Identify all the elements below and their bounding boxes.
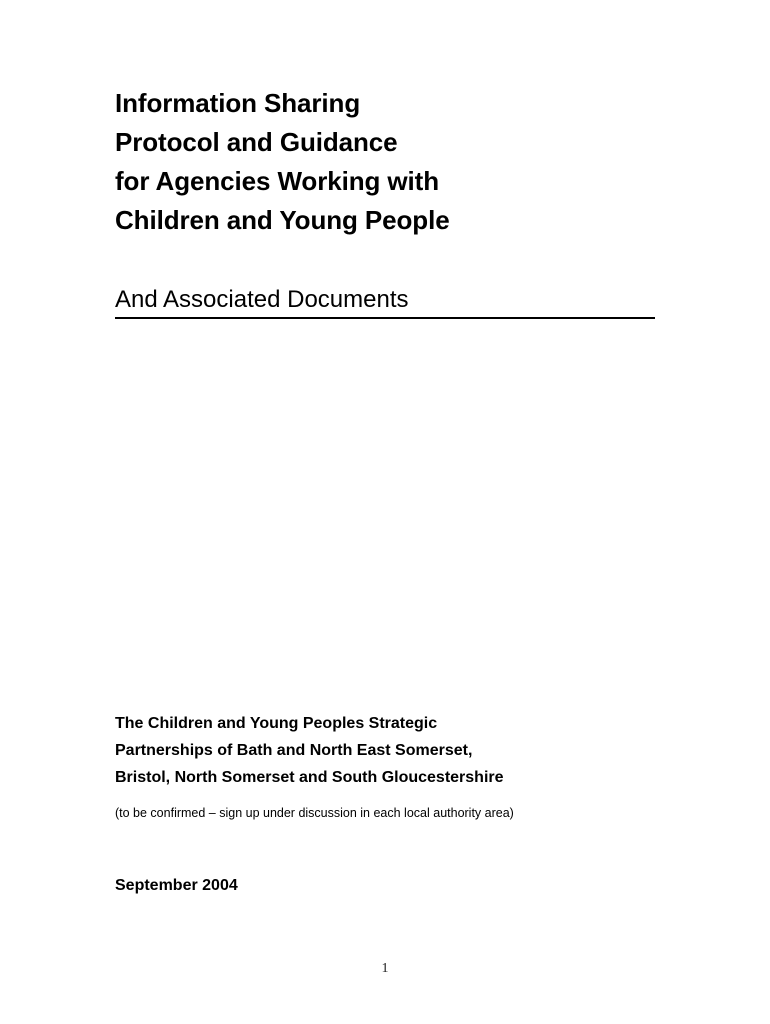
publication-date: September 2004 xyxy=(115,877,238,894)
organisation-line-2: Partnerships of Bath and North East Somerset, xyxy=(115,742,473,759)
title-line-2: Protocol and Guidance xyxy=(115,127,398,157)
organisation-block xyxy=(115,710,675,821)
organisation-line-1: The Children and Young Peoples Strategic xyxy=(115,715,438,732)
horizontal-rule xyxy=(115,317,655,319)
organisation-line-3: Bristol, North Somerset and South Gloucestershire xyxy=(115,769,504,786)
organisation-note: (to be confirmed – sign up under discussion in each local authority area) xyxy=(115,806,514,820)
title-line-3: for Agencies Working with xyxy=(115,166,439,196)
publication-date-block xyxy=(115,875,238,897)
document-title xyxy=(115,84,675,240)
page-number: 1 xyxy=(381,961,389,976)
document-subtitle-block xyxy=(115,286,655,319)
title-line-4: Children and Young People xyxy=(115,205,450,235)
document-subtitle: And Associated Documents xyxy=(115,286,409,313)
title-line-1: Information Sharing xyxy=(115,88,361,118)
